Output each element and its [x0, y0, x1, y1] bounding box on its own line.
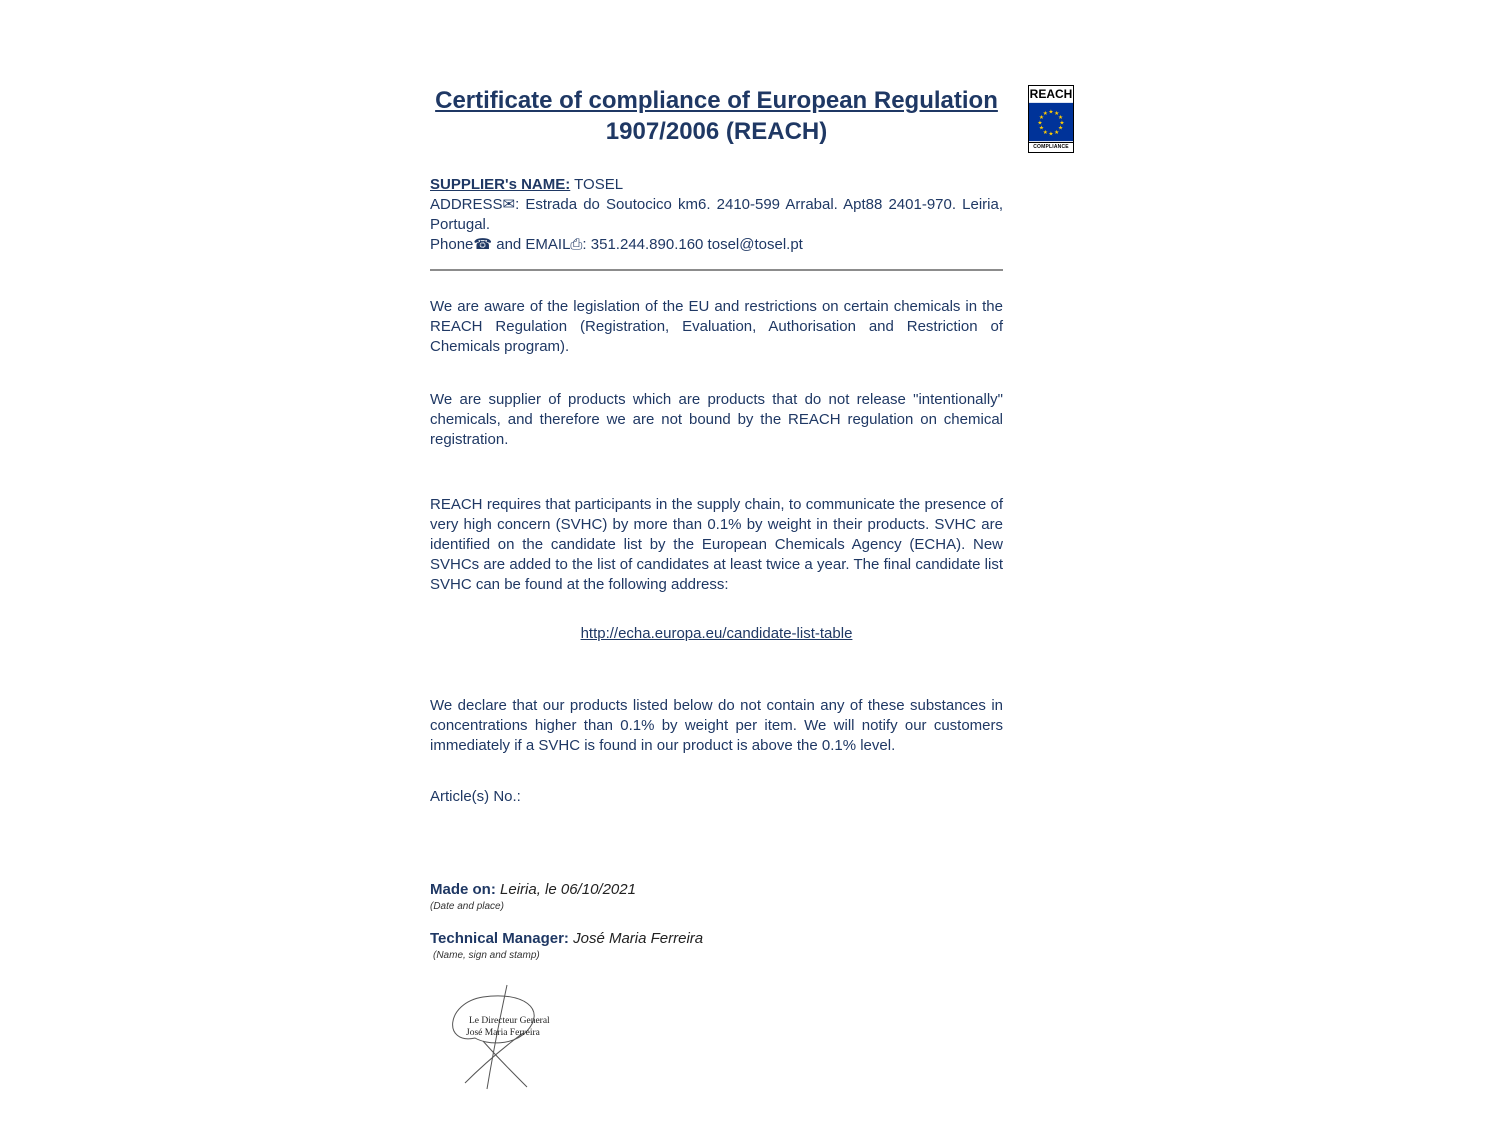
svg-text:★: ★ [1054, 129, 1060, 136]
paragraph-awareness: We are aware of the legislation of the EU and restrictions on certain chemicals in the REACH Regulation (Registration, Evaluation, Authorisation and Restriction of Chemicals program). [430, 298, 1003, 355]
technical-manager-line [430, 930, 1003, 947]
signature-icon [435, 983, 585, 1093]
svg-text:★: ★ [1042, 129, 1048, 136]
svg-text:★: ★ [1038, 115, 1045, 122]
name-sign-note: (Name, sign and stamp) [433, 950, 540, 961]
supplier-phone-label: Phone☎ and EMAIL⎙: [430, 236, 587, 253]
date-place-note: (Date and place) [430, 901, 504, 912]
svg-text:★: ★ [1042, 110, 1048, 117]
svg-text:★: ★ [1057, 115, 1064, 122]
article-number-line: Article(s) No.: [430, 788, 521, 805]
svg-text:★: ★ [1054, 110, 1060, 117]
divider [430, 269, 1003, 271]
svg-text:★: ★ [1059, 120, 1065, 127]
reach-compliance-logo [1028, 85, 1074, 153]
document-content [430, 85, 1003, 1093]
svg-text:★: ★ [1048, 109, 1054, 116]
technical-manager-label: Technical Manager: [430, 930, 569, 947]
made-on-line [430, 881, 1003, 898]
reach-logo-text: REACH [1029, 87, 1073, 101]
supplier-block [430, 175, 1003, 255]
signature-text-line-2: José Maria Ferreira [466, 1028, 540, 1038]
made-on-label: Made on: [430, 881, 496, 898]
supplier-phone-value: 351.244.890.160 tosel@tosel.pt [586, 236, 803, 253]
supplier-name-value: TOSEL [570, 176, 624, 193]
supplier-address-label: ADDRESS✉: [430, 196, 520, 213]
title-line-2: 1907/2006 (REACH) [605, 118, 828, 145]
svg-text:★: ★ [1037, 120, 1043, 127]
supplier-name-line [430, 175, 1003, 195]
signature-text-line-1: Le Directeur General [469, 1016, 550, 1026]
supplier-name-label: SUPPLIER's NAME: [430, 176, 571, 193]
supplier-address-value: Estrada do Soutocico km6. 2410-599 Arrabal. Apt88 2401-970. Leiria, Portugal. [430, 196, 1003, 233]
supplier-phone-line [430, 235, 1003, 255]
candidate-list-link[interactable]: http://echa.europa.eu/candidate-list-table [580, 625, 853, 642]
made-on-value: Leiria, le 06/10/2021 [495, 881, 636, 898]
paragraph-supplier-statement: We are supplier of products which are products that do not release "intentionally" chemicals, and therefore we are not bound by the REACH regulation on chemical registration. [430, 391, 1003, 448]
svg-text:★: ★ [1048, 131, 1054, 138]
document-title [430, 85, 1003, 147]
svg-text:★: ★ [1057, 125, 1064, 132]
paragraph-declaration: We declare that our products listed below do not contain any of these substances in concentrations higher than 0.1% by weight per item. We will notify our customers immediately if a SVHC is found in our product is above the 0.1% level. [430, 697, 1003, 754]
supplier-address-line [430, 195, 1003, 235]
candidate-list-link-line [430, 625, 1003, 642]
title-line-1: Certificate of compliance of European Regulation [435, 87, 998, 114]
svg-text:★: ★ [1038, 125, 1045, 132]
paragraph-reach-requirements: REACH requires that participants in the supply chain, to communicate the presence of very high concern (SVHC) by more than 0.1% by weight in their products. SVHC are identified on the candidate list by the European Chemicals Agency (ECHA). New SVHCs are added to the list of candidates at least twice a year. The final candidate list SVHC can be found at the following address: [430, 496, 1003, 593]
eu-flag-icon [1028, 102, 1074, 142]
technical-manager-value: José Maria Ferreira [568, 930, 704, 947]
signature-block [435, 983, 585, 1093]
compliance-logo-text: COMPLIANCE [1028, 142, 1074, 153]
